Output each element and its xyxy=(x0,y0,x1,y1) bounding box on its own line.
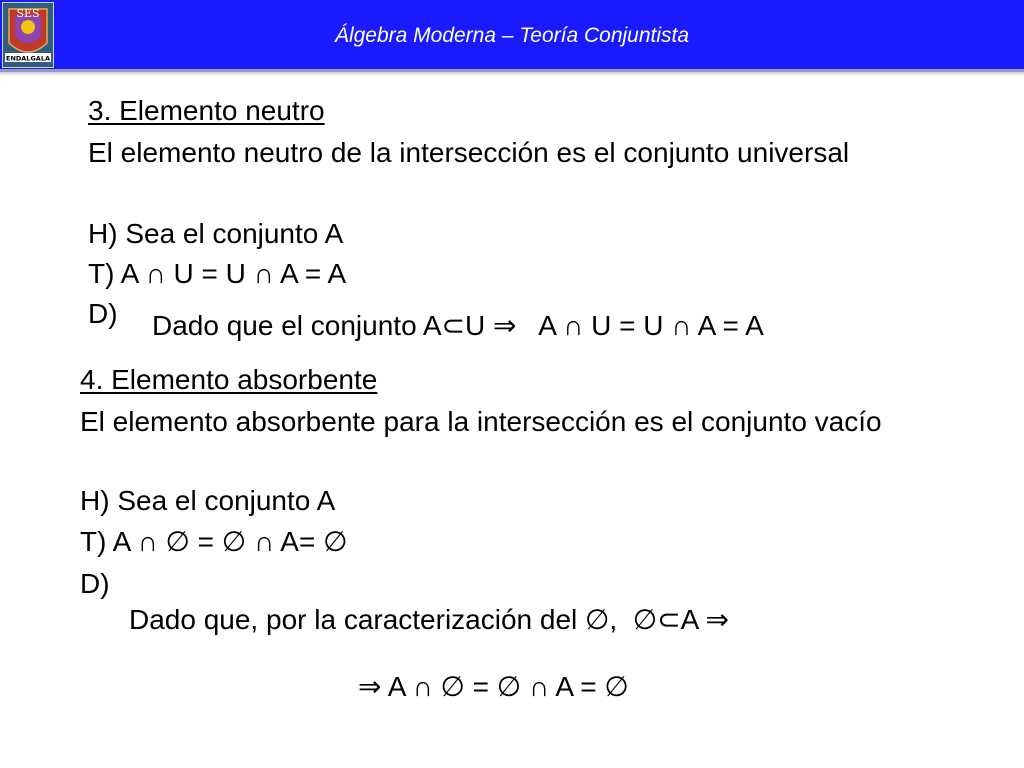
section3-demo-label: D) xyxy=(88,298,118,329)
section4-heading: 4. Elemento absorbente xyxy=(80,364,378,395)
header-bar xyxy=(0,0,1024,72)
section3-demo: Dado que el conjunto A⊂U ⇒ A ∩ U = U ∩ A = A xyxy=(152,310,764,341)
section3-hypothesis: H) Sea el conjunto A xyxy=(88,218,344,249)
section4-thesis: T) A ∩ ∅ = ∅ ∩ A= ∅ xyxy=(80,526,348,557)
logo-letters: SES xyxy=(16,7,40,20)
section3-statement: El elemento neutro de la intersección es el conjunto universal xyxy=(88,137,850,168)
section4-demo-line2: ⇒ A ∩ ∅ = ∅ ∩ A = ∅ xyxy=(358,671,629,702)
section4-demo-label: D) xyxy=(80,568,110,599)
section4-demo-line1: Dado que, por la caracterización del ∅, ∅⊂A ⇒ xyxy=(129,604,729,635)
section4-hypothesis: H) Sea el conjunto A xyxy=(80,485,336,516)
header-shadow xyxy=(0,72,1024,76)
section3-thesis: T) A ∩ U = U ∩ A = A xyxy=(88,258,347,289)
logo-label: ENDALGALA xyxy=(6,54,50,63)
section3-heading: 3. Elemento neutro xyxy=(88,95,325,126)
page-title: Álgebra Moderna – Teoría Conjuntista xyxy=(334,24,690,47)
section4-statement: El elemento absorbente para la intersección es el conjunto vacío xyxy=(80,406,882,437)
